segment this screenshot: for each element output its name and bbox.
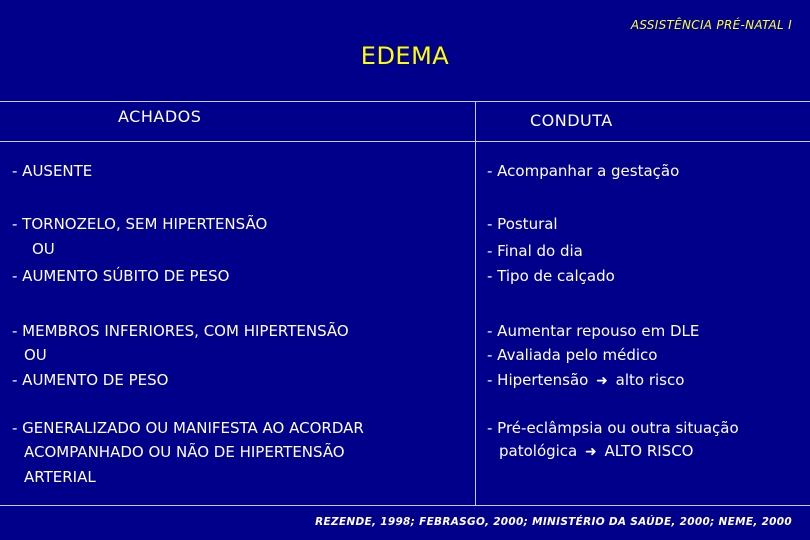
right-arrow-icon: ➜	[585, 444, 597, 460]
row-1-finding-1: - AUSENTE	[12, 162, 93, 180]
row-2-finding-2: OU	[32, 240, 55, 258]
footer-references: REZENDE, 1998; FEBRASGO, 2000; MINISTÉRIO DA SAÚDE, 2000; NEME, 2000	[315, 516, 792, 528]
top-label: ASSISTÊNCIA PRÉ-NATAL I	[630, 18, 792, 32]
column-header-conduct: CONDUTA	[530, 111, 613, 130]
row-4-finding-2: ACOMPANHADO OU NÃO DE HIPERTENSÃO	[24, 443, 345, 461]
row-1-conduct-1: - Acompanhar a gestação	[487, 162, 680, 180]
row-4-finding-3: ARTERIAL	[24, 468, 96, 486]
row-3-conduct-3-result: alto risco	[615, 371, 685, 389]
row-3-finding-2: OU	[24, 346, 47, 364]
row-3-conduct-3-text: - Hipertensão	[487, 371, 589, 389]
row-2-finding-3: - AUMENTO SÚBITO DE PESO	[12, 267, 230, 285]
table-top-line	[0, 101, 810, 102]
row-4-conduct-2	[499, 442, 694, 461]
row-3-conduct-3	[487, 371, 684, 390]
row-4-finding-1: - GENERALIZADO OU MANIFESTA AO ACORDAR	[12, 419, 364, 437]
row-2-conduct-2: - Final do dia	[487, 242, 583, 260]
page-title: EDEMA	[360, 42, 450, 70]
row-4-conduct-1: - Pré-eclâmpsia ou outra situação	[487, 419, 739, 437]
row-3-finding-1: - MEMBROS INFERIORES, COM HIPERTENSÃO	[12, 322, 349, 340]
row-2-conduct-1: - Postural	[487, 215, 558, 233]
column-header-findings: ACHADOS	[118, 107, 202, 126]
row-2-conduct-3: - Tipo de calçado	[487, 267, 615, 285]
row-3-finding-3: - AUMENTO DE PESO	[12, 371, 169, 389]
row-2-finding-1: - TORNOZELO, SEM HIPERTENSÃO	[12, 215, 268, 233]
row-4-conduct-2-text: patológica	[499, 442, 578, 460]
table-bottom-line	[0, 505, 810, 506]
column-divider	[475, 101, 476, 505]
row-3-conduct-1: - Aumentar repouso em DLE	[487, 322, 700, 340]
row-3-conduct-2: - Avaliada pelo médico	[487, 346, 658, 364]
row-4-conduct-2-result: ALTO RISCO	[604, 442, 694, 460]
right-arrow-icon: ➜	[596, 373, 608, 389]
table-header-line	[0, 141, 810, 142]
